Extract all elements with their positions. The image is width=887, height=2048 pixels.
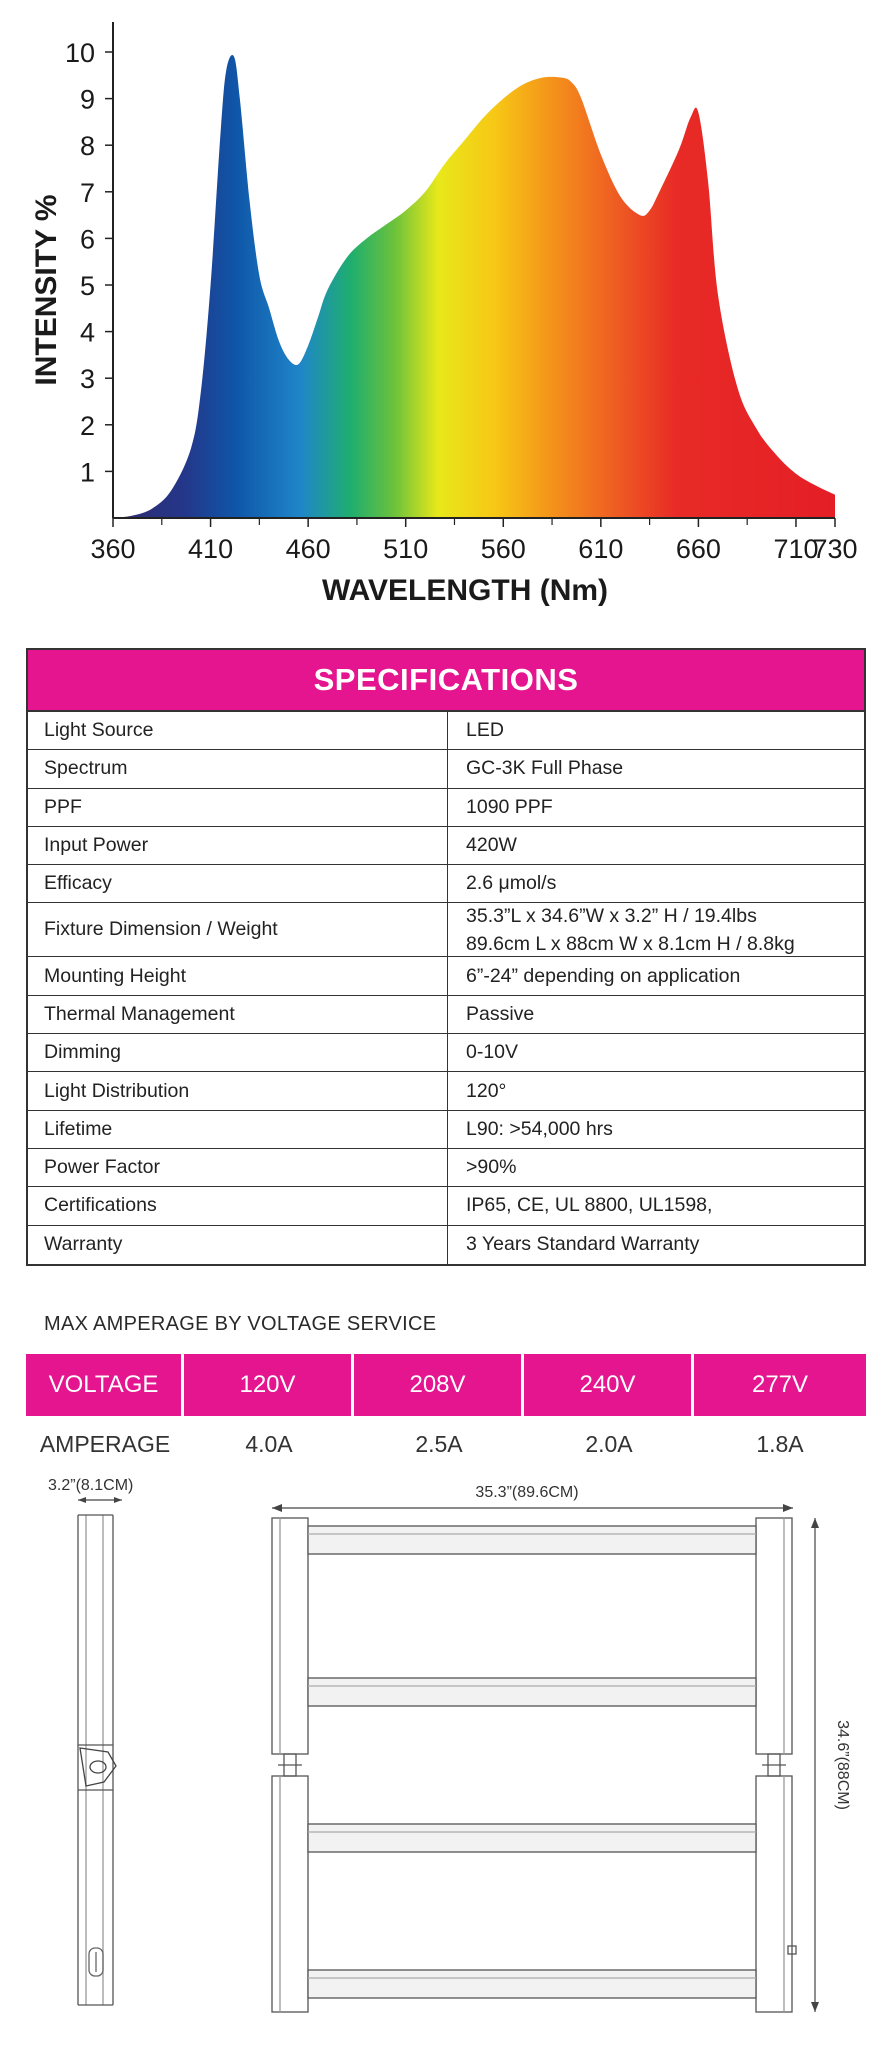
spec-label: PPF bbox=[28, 789, 448, 826]
amperage-cell: 2.0A bbox=[585, 1430, 633, 1457]
voltage-cell: 208V bbox=[354, 1354, 524, 1416]
y-tick-label: 3 bbox=[79, 364, 95, 395]
y-tick-label: 5 bbox=[79, 271, 95, 301]
spec-label: Power Factor bbox=[28, 1149, 448, 1186]
voltage-label-cell: VOLTAGE bbox=[26, 1354, 184, 1416]
x-tick-label: 560 bbox=[480, 534, 526, 564]
x-tick-label: 360 bbox=[90, 534, 136, 564]
spec-label: Lifetime bbox=[28, 1111, 448, 1148]
spec-row bbox=[28, 1187, 864, 1225]
y-tick-label: 1 bbox=[79, 457, 95, 488]
x-tick-label: 610 bbox=[578, 534, 624, 564]
x-tick-label: 710 bbox=[773, 534, 819, 564]
spectrum-chart bbox=[0, 0, 887, 620]
spec-row bbox=[28, 957, 864, 995]
spec-label: Mounting Height bbox=[28, 957, 448, 994]
spec-value: 3 Years Standard Warranty bbox=[466, 1233, 700, 1256]
spec-value bbox=[448, 903, 864, 956]
spec-value: Passive bbox=[466, 1002, 535, 1025]
spec-rows bbox=[28, 712, 864, 1264]
spec-row bbox=[28, 789, 864, 827]
fixture-dimension-drawing bbox=[0, 1470, 887, 2048]
spectrum-svg bbox=[0, 0, 887, 620]
spec-value: 6”-24” depending on application bbox=[466, 964, 741, 987]
voltage-cell: 240V bbox=[524, 1354, 694, 1416]
x-tick-label: 410 bbox=[188, 534, 234, 564]
y-tick-label: 4 bbox=[79, 317, 95, 348]
amperage-label-cell: AMPERAGE bbox=[39, 1430, 171, 1457]
spec-label: Efficacy bbox=[28, 865, 448, 902]
spec-row bbox=[28, 827, 864, 865]
spec-row bbox=[28, 1226, 864, 1264]
spec-value: LED bbox=[466, 719, 504, 742]
spec-row bbox=[28, 712, 864, 750]
spec-label: Spectrum bbox=[28, 750, 448, 787]
amperage-value-row bbox=[26, 1422, 866, 1466]
voltage-header-row bbox=[26, 1354, 866, 1416]
depth-dimension-label: 3.2”(8.1CM) bbox=[48, 1477, 134, 1494]
spec-value: >90% bbox=[466, 1156, 517, 1179]
y-tick-label: 7 bbox=[79, 177, 95, 208]
spec-label: Certifications bbox=[28, 1187, 448, 1224]
spec-value: 120° bbox=[466, 1079, 507, 1102]
top-view bbox=[272, 1518, 796, 2012]
spec-label: Input Power bbox=[28, 827, 448, 864]
spec-value: L90: >54,000 hrs bbox=[466, 1117, 613, 1140]
x-tick-label: 510 bbox=[383, 534, 429, 564]
spec-label: Fixture Dimension / Weight bbox=[28, 903, 448, 956]
spec-row bbox=[28, 1111, 864, 1149]
voltage-cell: 120V bbox=[184, 1354, 354, 1416]
spec-row bbox=[28, 865, 864, 903]
depth-arrow-left-icon bbox=[78, 1497, 86, 1503]
y-axis-title: INTENSITY % bbox=[30, 194, 63, 386]
y-tick-label: 8 bbox=[79, 131, 95, 162]
spec-value: 420W bbox=[466, 834, 517, 857]
spec-value: 0-10V bbox=[466, 1041, 519, 1064]
length-arrow-right-icon bbox=[783, 1504, 793, 1512]
x-tick-label: 460 bbox=[285, 534, 331, 564]
y-tick-label: 6 bbox=[79, 224, 95, 255]
amperage-cell: 4.0A bbox=[245, 1430, 293, 1457]
spec-value-line: 89.6cm L x 88cm W x 8.1cm H / 8.8kg bbox=[466, 932, 795, 955]
voltage-cell: 277V bbox=[694, 1354, 866, 1416]
length-arrow-left-icon bbox=[272, 1504, 282, 1512]
side-view bbox=[78, 1515, 116, 2005]
depth-arrow-right-icon bbox=[114, 1497, 122, 1503]
length-dimension-label: 35.3”(89.6CM) bbox=[475, 1484, 579, 1501]
spec-label: Dimming bbox=[28, 1034, 448, 1071]
width-arrow-top-icon bbox=[811, 1518, 819, 1528]
y-tick-label: 10 bbox=[64, 38, 95, 68]
y-tick-label: 9 bbox=[79, 84, 95, 115]
spec-row bbox=[28, 750, 864, 788]
spectrum-area bbox=[113, 55, 835, 518]
x-tick-label: 660 bbox=[675, 534, 721, 564]
width-arrow-bottom-icon bbox=[811, 2002, 819, 2012]
x-axis-title: WAVELENGTH (Nm) bbox=[321, 574, 609, 607]
y-tick-label: 2 bbox=[79, 410, 95, 441]
spec-label: Light Source bbox=[28, 712, 448, 749]
spec-row bbox=[28, 996, 864, 1034]
x-tick-label: 730 bbox=[812, 534, 858, 564]
spec-value: GC-3K Full Phase bbox=[466, 757, 624, 780]
spec-row bbox=[28, 1149, 864, 1187]
spec-label: Thermal Management bbox=[28, 996, 448, 1033]
amperage-title: MAX AMPERAGE BY VOLTAGE SERVICE bbox=[44, 1313, 437, 1335]
spec-label: Light Distribution bbox=[28, 1072, 448, 1109]
spec-row bbox=[28, 1034, 864, 1072]
spec-row bbox=[28, 1072, 864, 1110]
spec-value: 1090 PPF bbox=[466, 795, 553, 818]
specifications-title: SPECIFICATIONS bbox=[28, 650, 864, 712]
amperage-cell: 2.5A bbox=[415, 1430, 463, 1457]
spec-value: IP65, CE, UL 8800, UL1598, bbox=[466, 1194, 713, 1217]
spec-value-line: 35.3”L x 34.6”W x 3.2” H / 19.4lbs bbox=[466, 904, 757, 927]
amperage-cell: 1.8A bbox=[756, 1430, 804, 1457]
specifications-table bbox=[26, 648, 866, 1266]
spec-value: 2.6 μmol/s bbox=[466, 872, 557, 895]
width-dimension-label: 34.6”(88CM) bbox=[834, 1720, 851, 1810]
spec-row bbox=[28, 903, 864, 957]
spec-label: Warranty bbox=[28, 1226, 448, 1264]
